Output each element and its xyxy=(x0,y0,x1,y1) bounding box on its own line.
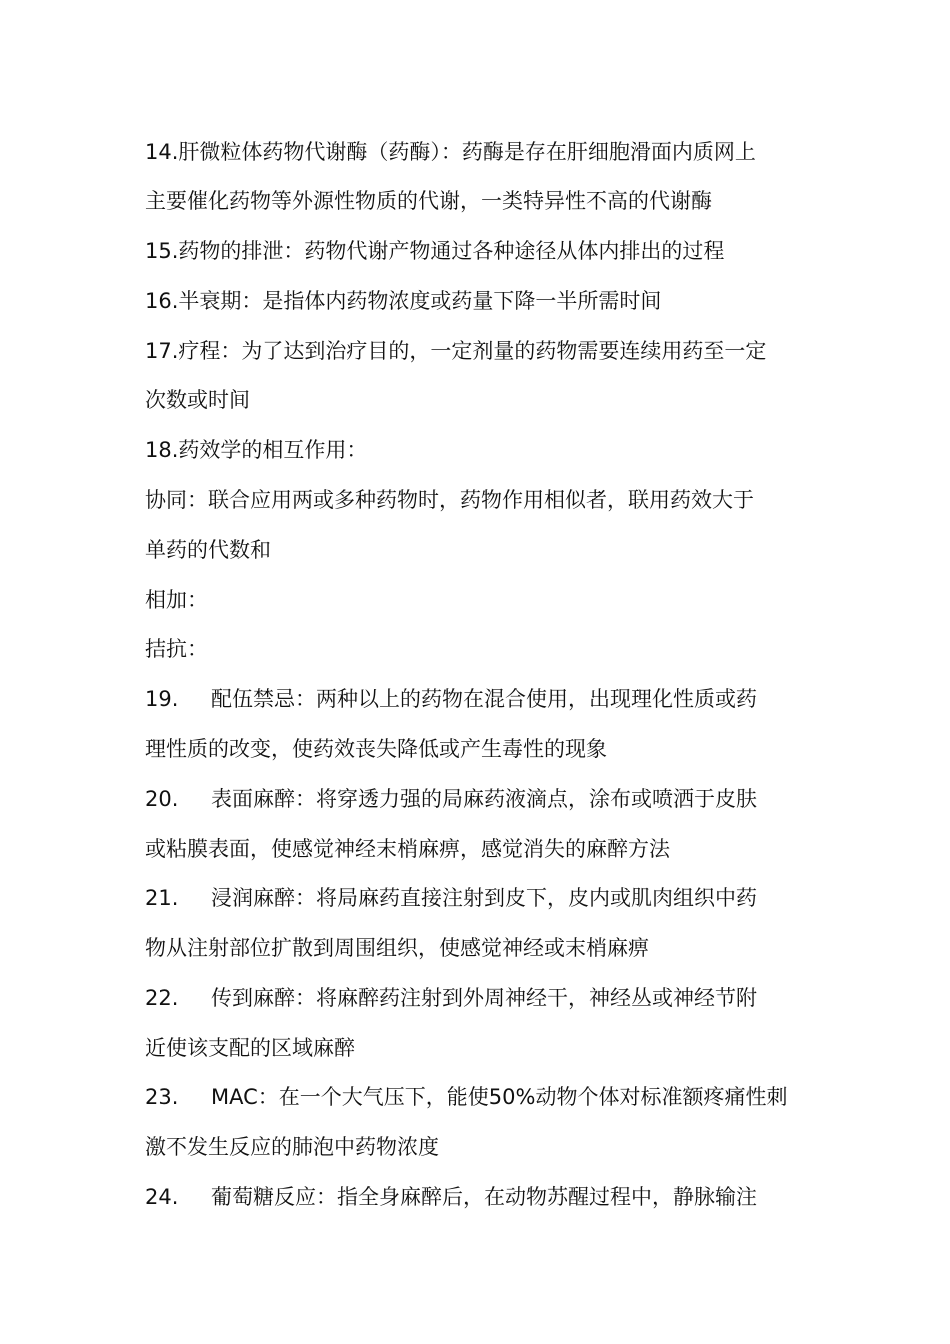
item-19-text-1: 配伍禁忌：两种以上的药物在混合使用，出现理化性质或药 xyxy=(211,687,757,711)
item-17-line-2: 次数或时间 xyxy=(145,388,250,412)
item-17-line-1: 17.疗程：为了达到治疗目的，一定剂量的药物需要连续用药至一定 xyxy=(145,339,767,363)
synergy-line-2: 单药的代数和 xyxy=(145,538,271,562)
item-23-line-1 xyxy=(145,1082,825,1112)
item-21-line-2: 物从注射部位扩散到周围组织，使感觉神经或末梢麻痹 xyxy=(145,936,649,960)
item-14-line-2: 主要催化药物等外源性物质的代谢，一类特异性不高的代谢酶 xyxy=(145,189,712,213)
item-18-line-1: 18.药效学的相互作用： xyxy=(145,438,368,462)
item-23-text-1: MAC：在一个大气压下，能使50%动物个体对标准额疼痛性刺 xyxy=(211,1085,788,1109)
item-19-line-1 xyxy=(145,684,825,714)
item-19-line-2: 理性质的改变，使药效丧失降低或产生毒性的现象 xyxy=(145,737,607,761)
item-24-text-1: 葡萄糖反应：指全身麻醉后，在动物苏醒过程中，静脉输注 xyxy=(211,1185,757,1209)
item-20-line-1 xyxy=(145,784,825,814)
item-20-text-1: 表面麻醉：将穿透力强的局麻药液滴点，涂布或喷洒于皮肤 xyxy=(211,787,757,811)
item-20-number: 20. xyxy=(145,787,179,811)
item-19-number: 19. xyxy=(145,687,179,711)
item-22-line-2: 近使该支配的区域麻醉 xyxy=(145,1036,355,1060)
antagonism-line: 拮抗： xyxy=(145,637,208,661)
item-14-line-1: 14.肝微粒体药物代谢酶（药酶）：药酶是存在肝细胞滑面内质网上 xyxy=(145,140,756,164)
item-24-line-1 xyxy=(145,1182,825,1212)
item-24-number: 24. xyxy=(145,1185,179,1209)
item-16-line-1: 16.半衰期：是指体内药物浓度或药量下降一半所需时间 xyxy=(145,289,662,313)
item-21-line-1 xyxy=(145,883,825,913)
item-21-number: 21. xyxy=(145,886,179,910)
item-15-line-1: 15.药物的排泄：药物代谢产物通过各种途径从体内排出的过程 xyxy=(145,239,725,263)
item-20-line-2: 或粘膜表面，使感觉神经末梢麻痹，感觉消失的麻醉方法 xyxy=(145,837,670,861)
item-22-number: 22. xyxy=(145,986,179,1010)
synergy-line-1: 协同：联合应用两或多种药物时，药物作用相似者，联用药效大于 xyxy=(145,488,754,512)
item-21-text-1: 浸润麻醉：将局麻药直接注射到皮下，皮内或肌肉组织中药 xyxy=(211,886,757,910)
addition-line: 相加： xyxy=(145,588,208,612)
item-23-line-2: 激不发生反应的肺泡中药物浓度 xyxy=(145,1135,439,1159)
item-22-text-1: 传到麻醉：将麻醉药注射到外周神经干，神经丛或神经节附 xyxy=(211,986,757,1010)
item-22-line-1 xyxy=(145,983,825,1013)
item-23-number: 23. xyxy=(145,1085,179,1109)
